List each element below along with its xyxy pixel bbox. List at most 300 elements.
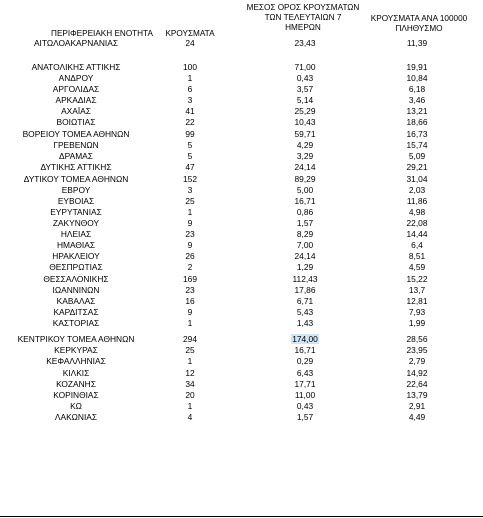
rate-cell-text: 4,59 [408, 262, 426, 272]
rate-cell [358, 334, 476, 345]
rate-cell [358, 95, 476, 106]
regional-unit-cell-text: ΕΥΒΟΙΑΣ [57, 196, 95, 206]
mean-cell [240, 207, 370, 218]
cases-cell [160, 62, 220, 73]
mean-cell [240, 368, 370, 379]
regional-unit-cell [0, 345, 152, 356]
mean-cell [240, 307, 370, 318]
table-row [0, 185, 483, 196]
mean-cell-text: 4,29 [296, 140, 314, 150]
regional-unit-cell-text: ΚΟΖΑΝΗΣ [56, 379, 96, 389]
regional-unit-cell-text: ΚΑΒΑΛΑΣ [56, 296, 96, 306]
table-row [0, 106, 483, 117]
table-row [0, 345, 483, 356]
regional-unit-cell-text: ΒΟΙΩΤΙΑΣ [56, 117, 96, 127]
mean-cell [240, 274, 370, 285]
table-row [0, 285, 483, 296]
rate-cell [358, 318, 476, 329]
mean-cell [240, 229, 370, 240]
regional-unit-cell [0, 229, 152, 240]
regional-unit-cell-text: ΔΥΤΙΚΟΥ ΤΟΜΕΑ ΑΘΗΝΩΝ [23, 174, 129, 184]
cases-cell [160, 218, 220, 229]
rate-cell-text: 6,4 [411, 240, 423, 250]
cases-cell [160, 345, 220, 356]
regional-unit-cell [0, 38, 152, 49]
cases-cell-text: 1 [187, 356, 193, 366]
rate-cell-text: 13,21 [406, 106, 428, 116]
mean-cell-text: 5,14 [296, 95, 314, 105]
header-mean-line-3: ΗΜΕΡΩΝ [285, 23, 321, 32]
mean-cell-text: 0,86 [296, 207, 314, 217]
mean-cell [240, 117, 370, 128]
rate-cell [358, 274, 476, 285]
rate-cell-text: 4,98 [408, 207, 426, 217]
regional-unit-cell-text: ΖΑΚΥΝΘΟΥ [52, 218, 100, 228]
regional-unit-cell-text: ΚΑΡΔΙΤΣΑΣ [53, 307, 99, 317]
mean-cell [240, 196, 370, 207]
mean-cell [240, 318, 370, 329]
rate-cell-text: 4,49 [408, 412, 426, 422]
regional-unit-cell-text: ΚΩ [70, 401, 82, 411]
cases-cell-text: 1 [187, 73, 193, 83]
cases-cell-text: 152 [183, 174, 197, 184]
mean-cell-text: 17,71 [294, 379, 316, 389]
regional-unit-cell-text: ΕΒΡΟΥ [61, 185, 91, 195]
table-row [0, 412, 483, 423]
mean-cell-text: 10,43 [294, 117, 316, 127]
mean-cell-text: 5,00 [296, 185, 314, 195]
cases-cell-text: 6 [187, 84, 193, 94]
table-row [0, 162, 483, 173]
rate-cell [358, 196, 476, 207]
table-row [0, 307, 483, 318]
mean-cell [240, 218, 370, 229]
mean-cell-text: 6,71 [296, 296, 314, 306]
table-row [0, 174, 483, 185]
mean-cell [240, 412, 370, 423]
rate-cell-text: 2,79 [408, 356, 426, 366]
rate-cell [358, 73, 476, 84]
regional-unit-cell [0, 151, 152, 162]
rate-cell-text: 8,51 [408, 251, 426, 261]
rate-cell [358, 240, 476, 251]
rate-cell-text: 22,64 [406, 379, 428, 389]
cases-cell [160, 140, 220, 151]
mean-cell-text: 11,00 [294, 390, 316, 400]
cases-cell-text: 26 [185, 251, 195, 261]
rate-cell [358, 412, 476, 423]
rate-cell [358, 174, 476, 185]
mean-cell [240, 62, 370, 73]
mean-cell-text: 1,57 [296, 218, 314, 228]
regional-unit-cell-text: ΔΥΤΙΚΗΣ ΑΤΤΙΚΗΣ [40, 162, 112, 172]
table-row [0, 84, 483, 95]
bottom-divider [0, 516, 483, 517]
cases-cell [160, 401, 220, 412]
cases-cell [160, 196, 220, 207]
mean-cell [240, 345, 370, 356]
regional-unit-cell [0, 218, 152, 229]
regional-unit-cell [0, 307, 152, 318]
rate-cell [358, 379, 476, 390]
rate-cell-text: 6,18 [408, 84, 426, 94]
cases-cell [160, 296, 220, 307]
regional-unit-cell [0, 185, 152, 196]
cases-cell-text: 5 [187, 151, 193, 161]
mean-cell [240, 106, 370, 117]
rate-cell [358, 106, 476, 117]
regional-unit-cell [0, 207, 152, 218]
regional-unit-cell-text: ΚΟΡΙΝΘΙΑΣ [53, 390, 99, 400]
mean-cell [240, 379, 370, 390]
mean-cell [240, 185, 370, 196]
table-row [0, 196, 483, 207]
rate-cell-text: 14,92 [406, 368, 428, 378]
regional-unit-cell [0, 356, 152, 367]
rate-cell [358, 296, 476, 307]
regional-unit-cell [0, 379, 152, 390]
regional-unit-cell [0, 262, 152, 273]
cases-cell [160, 251, 220, 262]
rate-cell-text: 3,46 [408, 95, 426, 105]
cases-cell [160, 174, 220, 185]
mean-cell-text: 24,14 [294, 251, 316, 261]
mean-cell-text: 17,86 [294, 285, 316, 295]
cases-cell-text: 169 [183, 274, 197, 284]
rate-cell-text: 18,66 [406, 117, 428, 127]
cases-cell-text: 12 [185, 368, 195, 378]
header-mean-line-1: ΜΕΣΟΣ ΟΡΟΣ ΚΡΟΥΣΜΑΤΩΝ [246, 3, 360, 12]
rate-cell-text: 2,91 [408, 401, 426, 411]
cases-cell-text: 4 [187, 412, 193, 422]
mean-cell [240, 95, 370, 106]
cases-cell [160, 240, 220, 251]
rate-cell [358, 285, 476, 296]
regional-unit-cell [0, 390, 152, 401]
mean-cell [240, 390, 370, 401]
cases-cell [160, 274, 220, 285]
rate-cell-text: 5,09 [408, 151, 426, 161]
rate-cell-text: 29,21 [406, 162, 428, 172]
cases-cell-text: 3 [187, 95, 193, 105]
mean-cell-text: 174,00 [292, 334, 318, 344]
regional-unit-cell [0, 62, 152, 73]
cases-cell [160, 73, 220, 84]
table-row [0, 229, 483, 240]
cases-cell [160, 318, 220, 329]
regional-unit-cell-text: ΚΕΝΤΡΙΚΟΥ ΤΟΜΕΑ ΑΘΗΝΩΝ [17, 334, 135, 344]
cases-cell [160, 368, 220, 379]
cases-cell [160, 285, 220, 296]
header-regional-unit: ΠΕΡΙΦΕΡΕΙΑΚΗ ΕΝΟΤΗΤΑ [51, 29, 153, 38]
mean-cell-text: 16,71 [294, 196, 316, 206]
mean-cell [240, 251, 370, 262]
rate-cell-text: 13,79 [406, 390, 428, 400]
regional-unit-cell [0, 240, 152, 251]
table-row [0, 262, 483, 273]
rate-cell-text: 10,84 [406, 73, 428, 83]
table-row [0, 368, 483, 379]
rate-cell [358, 218, 476, 229]
rate-cell-text: 15,22 [406, 274, 428, 284]
cases-cell-text: 9 [187, 307, 193, 317]
cases-cell [160, 84, 220, 95]
rate-cell-text: 2,03 [408, 185, 426, 195]
rate-cell-text: 28,56 [406, 334, 428, 344]
table-row [0, 95, 483, 106]
table-row [0, 207, 483, 218]
mean-cell-text: 1,57 [296, 412, 314, 422]
rate-cell [358, 262, 476, 273]
cases-cell [160, 229, 220, 240]
regional-unit-cell [0, 368, 152, 379]
cases-cell-text: 5 [187, 140, 193, 150]
regional-unit-cell [0, 84, 152, 95]
mean-cell [240, 296, 370, 307]
rate-cell-text: 22,08 [406, 218, 428, 228]
mean-cell-text: 3,29 [296, 151, 314, 161]
mean-cell-text: 16,71 [294, 345, 316, 355]
regional-unit-cell-text: ΗΡΑΚΛΕΙΟΥ [52, 251, 100, 261]
mean-cell [240, 84, 370, 95]
table-row [0, 379, 483, 390]
rate-cell-text: 12,81 [406, 296, 428, 306]
regional-unit-cell [0, 274, 152, 285]
mean-cell-text: 59,71 [294, 129, 316, 139]
regional-unit-cell-text: ΑΙΤΩΛΟΑΚΑΡΝΑΝΙΑΣ [33, 38, 119, 48]
regional-unit-cell-text: ΓΡΕΒΕΝΩΝ [53, 140, 99, 150]
mean-cell-text: 23,43 [294, 38, 316, 48]
rate-cell-text: 11,39 [406, 38, 428, 48]
rate-cell-text: 13,7 [408, 285, 426, 295]
mean-cell [240, 334, 370, 345]
regional-unit-cell-text: ΕΥΡΥΤΑΝΙΑΣ [50, 207, 102, 217]
regional-unit-cell-text: ΗΛΕΙΑΣ [60, 229, 92, 239]
regional-unit-cell [0, 334, 152, 345]
table-row [0, 38, 483, 49]
mean-cell-text: 0,29 [296, 356, 314, 366]
cases-cell-text: 47 [185, 162, 195, 172]
cases-cell [160, 262, 220, 273]
table-row [0, 296, 483, 307]
table-row [0, 334, 483, 345]
mean-cell [240, 151, 370, 162]
regional-unit-cell [0, 296, 152, 307]
cases-cell [160, 356, 220, 367]
table-row [0, 218, 483, 229]
regional-unit-cell [0, 162, 152, 173]
rate-cell [358, 368, 476, 379]
rate-cell [358, 38, 476, 49]
table-row [0, 356, 483, 367]
mean-cell [240, 240, 370, 251]
rate-cell-text: 15,74 [406, 140, 428, 150]
regional-unit-cell [0, 140, 152, 151]
mean-cell [240, 140, 370, 151]
regional-unit-cell-text: ΘΕΣΣΑΛΟΝΙΚΗΣ [43, 274, 109, 284]
rate-cell [358, 62, 476, 73]
mean-cell-text: 0,43 [296, 401, 314, 411]
rate-cell-text: 31,04 [406, 174, 428, 184]
regional-unit-cell-text: ΑΝΔΡΟΥ [58, 73, 94, 83]
regional-unit-cell-text: ΒΟΡΕΙΟΥ ΤΟΜΕΑ ΑΘΗΝΩΝ [22, 129, 130, 139]
mean-cell-text: 24,14 [294, 162, 316, 172]
regional-unit-cell-text: ΑΧΑΪΑΣ [61, 106, 91, 116]
cases-cell-text: 41 [185, 106, 195, 116]
cases-cell [160, 334, 220, 345]
cases-cell-text: 25 [185, 345, 195, 355]
regional-unit-cell [0, 95, 152, 106]
regional-unit-cell-text: ΚΑΣΤΟΡΙΑΣ [52, 318, 100, 328]
cases-cell-text: 100 [183, 62, 197, 72]
cases-cell [160, 129, 220, 140]
cases-cell-text: 20 [185, 390, 195, 400]
table-row [0, 62, 483, 73]
rate-cell-text: 7,93 [408, 307, 426, 317]
rate-cell-text: 11,86 [406, 196, 428, 206]
cases-cell [160, 207, 220, 218]
rate-cell [358, 251, 476, 262]
rate-cell [358, 207, 476, 218]
regional-unit-cell [0, 251, 152, 262]
cases-cell [160, 185, 220, 196]
table-row [0, 117, 483, 128]
header-rate-line-2: ΠΛΗΘΥΣΜΟ [395, 24, 443, 33]
cases-cell-text: 1 [187, 207, 193, 217]
table-row [0, 151, 483, 162]
cases-cell-text: 1 [187, 401, 193, 411]
mean-cell-text: 7,00 [296, 240, 314, 250]
table-row [0, 401, 483, 412]
cases-cell-text: 24 [185, 38, 195, 48]
table-row [0, 274, 483, 285]
regional-unit-cell [0, 401, 152, 412]
regional-unit-cell-text: ΛΑΚΩΝΙΑΣ [54, 412, 98, 422]
regional-unit-cell-text: ΚΙΛΚΙΣ [62, 368, 90, 378]
cases-cell [160, 390, 220, 401]
header-seven-day-mean [238, 3, 368, 33]
regional-unit-cell [0, 412, 152, 423]
regional-unit-cell [0, 285, 152, 296]
cases-cell-text: 34 [185, 379, 195, 389]
mean-cell [240, 73, 370, 84]
cases-cell [160, 412, 220, 423]
mean-cell-text: 71,00 [294, 62, 316, 72]
mean-cell-text: 0,43 [296, 73, 314, 83]
cases-cell-text: 99 [185, 129, 195, 139]
mean-cell-text: 25,29 [294, 106, 316, 116]
header-cases: ΚΡΟΥΣΜΑΤΑ [165, 29, 215, 38]
cases-cell-text: 9 [187, 218, 193, 228]
rate-cell [358, 129, 476, 140]
cases-cell-text: 9 [187, 240, 193, 250]
regional-unit-cell-text: ΑΡΚΑΔΙΑΣ [55, 95, 97, 105]
regional-unit-cell [0, 196, 152, 207]
regional-unit-cell-text: ΚΕΡΚΥΡΑΣ [54, 345, 98, 355]
table-row [0, 240, 483, 251]
rate-cell [358, 229, 476, 240]
mean-cell-text: 6,43 [296, 368, 314, 378]
cases-cell [160, 162, 220, 173]
header-cases-per-100000 [360, 14, 478, 34]
mean-cell-text: 89,29 [294, 174, 316, 184]
table-row [0, 318, 483, 329]
header-mean-line-2: ΤΩΝ ΤΕΛΕΥΤΑΙΩΝ 7 [264, 13, 342, 22]
mean-cell [240, 38, 370, 49]
mean-cell [240, 162, 370, 173]
cases-cell [160, 38, 220, 49]
cases-cell [160, 379, 220, 390]
regional-unit-cell [0, 318, 152, 329]
mean-cell-text: 112,43 [292, 274, 318, 284]
cases-cell-text: 16 [185, 296, 195, 306]
rate-cell [358, 390, 476, 401]
cases-cell-text: 23 [185, 229, 195, 239]
regional-unit-cell-text: ΑΡΓΟΛΙΔΑΣ [52, 84, 100, 94]
table-row [0, 140, 483, 151]
rate-cell [358, 401, 476, 412]
regional-unit-cell-text: ΔΡΑΜΑΣ [59, 151, 93, 161]
rate-cell-text: 1,99 [408, 318, 426, 328]
mean-cell-text: 5,43 [296, 307, 314, 317]
rate-cell-text: 14,44 [406, 229, 428, 239]
mean-cell-text: 1,29 [296, 262, 314, 272]
mean-cell-text: 3,57 [296, 84, 314, 94]
regional-unit-cell [0, 106, 152, 117]
rate-cell [358, 140, 476, 151]
mean-cell-text: 8,29 [296, 229, 314, 239]
cases-cell-text: 3 [187, 185, 193, 195]
rate-cell-text: 16,73 [406, 129, 428, 139]
regional-unit-cell-text: ΑΝΑΤΟΛΙΚΗΣ ΑΤΤΙΚΗΣ [31, 62, 121, 72]
table-row [0, 129, 483, 140]
rate-cell [358, 356, 476, 367]
cases-cell-text: 1 [187, 318, 193, 328]
mean-cell [240, 401, 370, 412]
table-row [0, 390, 483, 401]
cases-cell [160, 106, 220, 117]
cases-cell-text: 2 [187, 262, 193, 272]
cases-cell-text: 25 [185, 196, 195, 206]
mean-cell [240, 129, 370, 140]
cases-cell-text: 23 [185, 285, 195, 295]
rate-cell [358, 345, 476, 356]
mean-cell [240, 356, 370, 367]
regional-unit-cell-text: ΘΕΣΠΡΩΤΙΑΣ [49, 262, 103, 272]
mean-cell [240, 174, 370, 185]
regional-unit-cell-text: ΚΕΦΑΛΛΗΝΙΑΣ [46, 356, 106, 366]
cases-cell [160, 117, 220, 128]
rate-cell [358, 162, 476, 173]
rate-cell [358, 185, 476, 196]
regional-unit-cell [0, 174, 152, 185]
rate-cell-text: 19,91 [406, 62, 428, 72]
table-row [0, 251, 483, 262]
header-rate-line-1: ΚΡΟΥΣΜΑΤΑ ΑΝΑ 100000 [370, 14, 468, 23]
rate-cell [358, 117, 476, 128]
cases-cell [160, 151, 220, 162]
cases-cell-text: 22 [185, 117, 195, 127]
regional-unit-cell [0, 73, 152, 84]
rate-cell [358, 151, 476, 162]
mean-cell [240, 262, 370, 273]
mean-cell-text: 1,43 [296, 318, 314, 328]
mean-cell [240, 285, 370, 296]
rate-cell-text: 23,95 [406, 345, 428, 355]
regional-unit-cell [0, 129, 152, 140]
regional-unit-cell-text: ΗΜΑΘΙΑΣ [56, 240, 96, 250]
cases-cell-text: 294 [183, 334, 197, 344]
